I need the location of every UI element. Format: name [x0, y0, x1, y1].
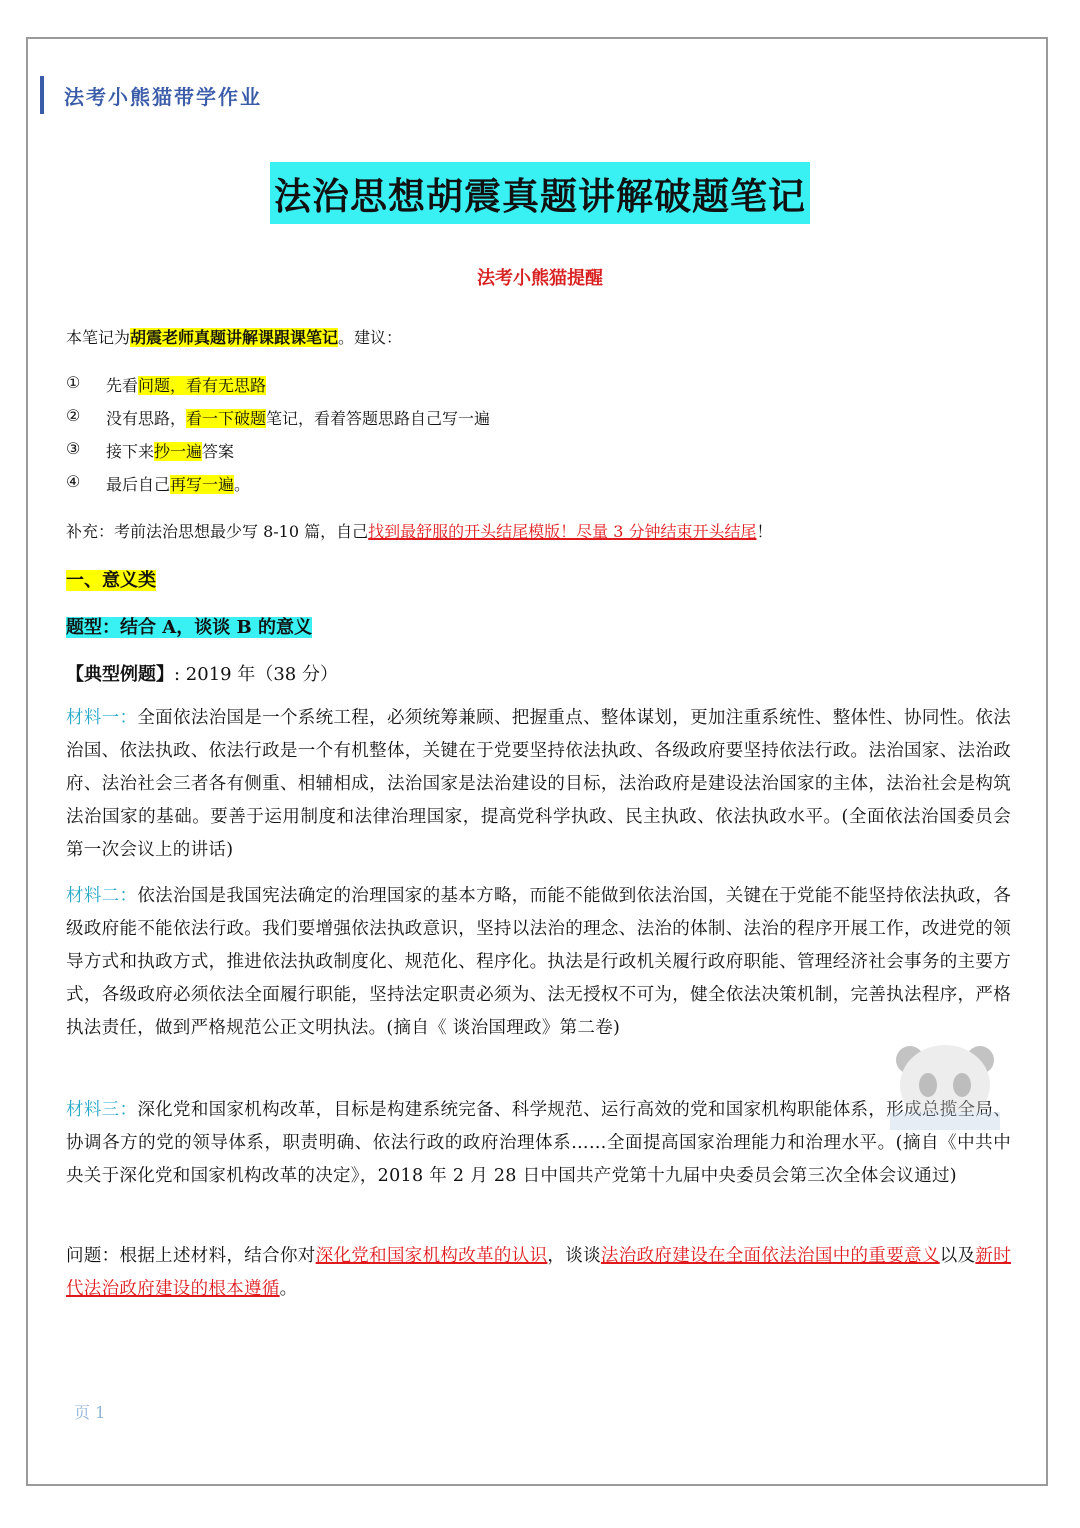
intro-highlight: 胡震老师真题讲解课跟课笔记	[130, 328, 339, 347]
step-text: 没有思路，	[106, 409, 187, 428]
step-number: ②	[66, 406, 81, 425]
supplement-pre: 补充：考前法治思想最少写 8-10 篇，自己	[66, 522, 369, 541]
type-line	[66, 613, 312, 639]
step-text: 笔记，看着答题思路自己写一遍	[266, 409, 491, 428]
example-rest: : 2019 年（38 分）	[174, 664, 338, 685]
material-text: 依法治国是我国宪法确定的治理国家的基本方略，而能不能做到依法治国，关键在于党能不能坚持依法执政，各级政府能不能依法行政。我们要增强依法执政意识，坚持以法治的理念、法治的体制、法治的程序开展工作，改进党的领导方式和执政方式，推进依法执政制度化、规范化、程序化。执法是行政机关履行政府职能、管理经济社会事务的主要方式，各级政府必须依法全面履行职能，坚持法定职责必须为、法无授权不可为，健全依法决策机制，完善执法程序，严格执法责任，做到严格规范公正文明执法。(摘自《 谈治国理政》第二卷)	[66, 886, 1011, 1038]
question-text: ，谈谈	[547, 1246, 601, 1266]
example-bold: 【典型例题】	[66, 664, 174, 685]
step-text: 先看	[106, 376, 139, 395]
step-item	[66, 373, 266, 396]
section-heading-text: 一、意义类	[66, 570, 156, 591]
step-text: 答案	[202, 442, 235, 461]
supplement-post: ！	[756, 522, 773, 541]
title-wrap	[0, 162, 1080, 224]
material-label: 材料二：	[66, 886, 138, 906]
type-line-text: 题型：结合 A，谈谈 B 的意义	[66, 617, 312, 638]
panda-watermark-icon	[880, 1030, 1010, 1130]
step-highlight: 抄一遍	[154, 442, 203, 461]
page-header	[40, 76, 262, 114]
example-heading	[66, 660, 338, 686]
step-number: ③	[66, 439, 81, 458]
intro-post: 。建议：	[338, 328, 403, 347]
page-number: 页 1	[74, 1403, 106, 1422]
material-paragraph	[66, 702, 1011, 867]
question-emphasis: 深化党和国家机构改革的认识	[315, 1246, 548, 1266]
question-emphasis: 法治政府建设在全面依法治国中的重要意义	[600, 1246, 940, 1266]
step-text: 最后自己	[106, 475, 171, 494]
step-number: ④	[66, 472, 81, 491]
subtitle: 法考小熊猫提醒	[477, 268, 603, 289]
step-item	[66, 439, 234, 462]
supplement-line	[66, 519, 773, 542]
step-item	[66, 472, 250, 495]
material-text: 深化党和国家机构改革，目标是构建系统完备、科学规范、运行高效的党和国家机构职能体系，形成总揽全局、协调各方的党的领导体系，职责明确、依法行政的政府治理体系……全面提高国家治理能力和治理水平。(摘自《中共中央关于深化党和国家机构改革的决定》，2018 年 2 月 28 日中国共产党第十九届中央委员会第三次全体会议通过)	[66, 1100, 1011, 1186]
step-text: 接下来	[106, 442, 155, 461]
step-highlight: 看一下破题	[186, 409, 267, 428]
header-accent-bar	[40, 76, 44, 114]
section-heading	[66, 566, 156, 592]
intro-pre: 本笔记为	[66, 328, 131, 347]
material-label: 材料一：	[66, 708, 138, 728]
question-text: 以及	[939, 1246, 976, 1266]
supplement-emphasis: 找到最舒服的开头结尾模版！尽量 3 分钟结束开头结尾	[368, 522, 757, 541]
step-highlight: 再写一遍	[170, 475, 235, 494]
intro-line	[66, 325, 402, 348]
step-text: 。	[234, 475, 251, 494]
question-text: 问题：根据上述材料，结合你对	[66, 1246, 316, 1266]
question-paragraph	[66, 1240, 1011, 1306]
material-text: 全面依法治国是一个系统工程，必须统筹兼顾、把握重点、整体谋划，更加注重系统性、整体性、协同性。依法治国、依法执政、依法行政是一个有机整体，关键在于党要坚持依法执政、各级政府要坚持依法行政。法治国家、法治政府、法治社会三者各有侧重、相辅相成，法治国家是法治建设的目标，法治政府是建设法治国家的主体，法治社会是构筑法治国家的基础。要善于运用制度和法律治理国家，提高党科学执政、民主执政、依法执政水平。(全面依法治国委员会第一次会议上的讲话)	[66, 708, 1011, 860]
step-highlight: 问题，看有无思路	[138, 376, 267, 395]
step-number: ①	[66, 373, 81, 392]
material-paragraph	[66, 880, 1011, 1045]
document-title: 法治思想胡震真题讲解破题笔记	[270, 162, 810, 224]
question-text: 。	[279, 1279, 298, 1299]
material-label: 材料三：	[66, 1100, 138, 1120]
material-paragraph	[66, 1094, 1011, 1193]
question-emphasis: 新时代法治政府建设的根本遵循	[66, 1246, 1012, 1299]
step-item	[66, 406, 490, 429]
header-text: 法考小熊猫带学作业	[64, 84, 262, 109]
